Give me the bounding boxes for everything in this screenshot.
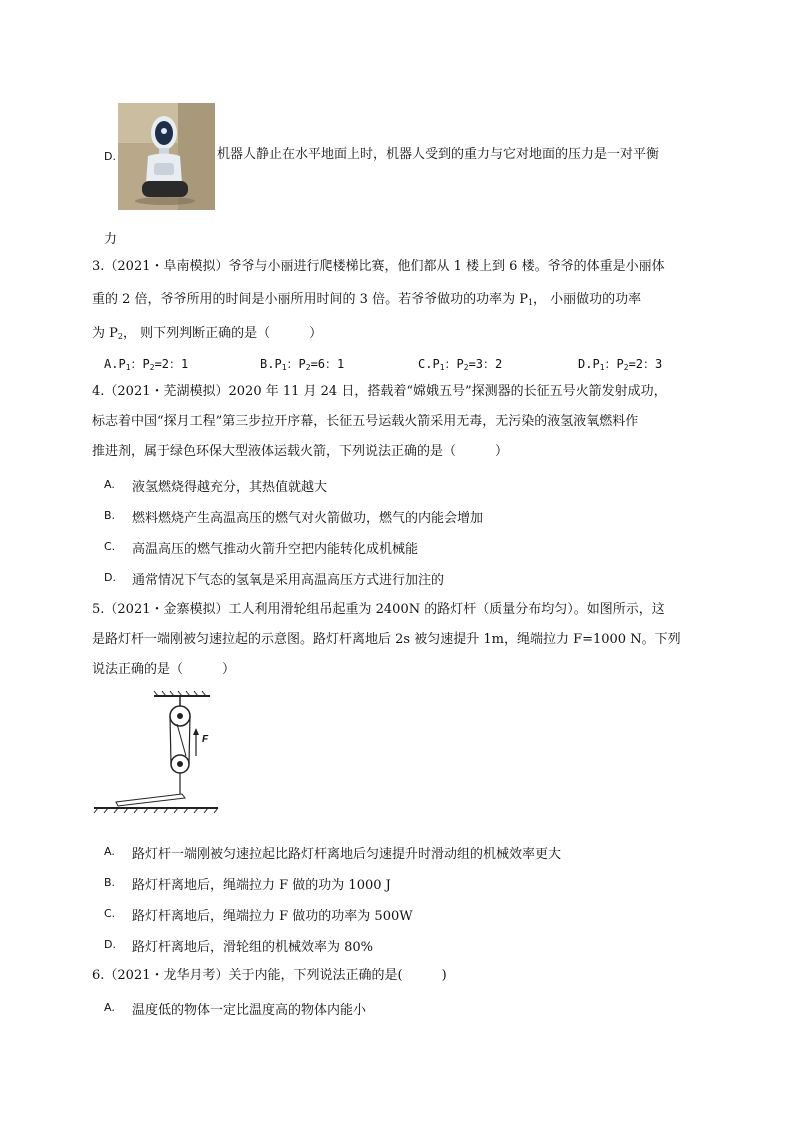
q5-line2: 是路灯杆一端刚被匀速拉起的示意图。路灯杆离地后 2s 被匀速提升 1m，绳端拉力 F=1000 N。下列 [92,632,681,647]
q4-option-a-letter: A. [104,478,115,491]
question-4 [92,378,712,466]
q5-option-d-letter: D. [104,938,116,951]
question-6 [92,962,712,990]
q4-line2: 标志着中国“探月工程”第三步拉开序幕，长征五号运载火箭采用无毒，无污染的液氢液氧燃料作 [92,414,639,429]
q3-option-a: $A.P_1$：$P_2=2$：1 [104,357,189,372]
q3-line-3 [92,320,712,351]
q3-line2-sub: 1 [527,298,534,307]
q6-option-a-letter: A. [104,1001,115,1014]
q5-option-c-text: 路灯杆离地后，绳端拉力 F 做功的功率为 500W [132,909,413,924]
q2-option-d-text-cont: 力 [104,232,118,247]
q3-number: 3. [92,259,105,274]
q3-option-b: $B.P_1$：$P_2=6$：1 [260,357,345,372]
q5-number: 5. [92,602,105,617]
q3-source: （2021・阜南模拟） [104,259,229,274]
q6-option-a-text: 温度低的物体一定比温度高的物体内能小 [132,1003,367,1018]
q6-line1: 关于内能，下列说法正确的是( ) [228,968,447,983]
q3-option-c: $C.P_1$：$P_2=3$：2 [418,357,503,372]
q5-option-a-text: 路灯杆一端刚被匀速拉起比路灯杆离地后匀速提升时滑动组的机械效率更大 [132,847,562,862]
q4-line1: 2020 年 11 月 24 日，搭载着“嫦娥五号”探测器的长征五号火箭发射成功， [228,384,667,399]
q6-source: （2021・龙华月考） [104,968,229,983]
q4-line3: 推进剂，属于绿色环保大型液体运载火箭，下列说法正确的是（ ） [92,444,509,459]
q4-option-c-text: 高温高压的燃气推动火箭升空把内能转化成机械能 [132,542,419,557]
question-3 [92,253,712,351]
q4-option-d-letter: D. [104,571,116,584]
q5-option-a-letter: A. [104,845,115,858]
q4-number: 4. [92,384,105,399]
figure-force-label: F [202,734,209,745]
question-5 [92,596,712,684]
q5-option-b-letter: B. [104,876,116,889]
q4-option-c-letter: C. [104,540,116,553]
pulley-figure [92,690,222,816]
q5-option-b-text: 路灯杆离地后，绳端拉力 F 做的功为 1000 J [132,878,391,893]
robot-photo [118,103,215,210]
q3-line-2 [92,286,712,317]
q3-option-d: $D.P_1$：$P_2=2$：3 [578,357,663,372]
q2-option-d-letter: D. [104,150,116,163]
q6-number: 6. [92,968,105,983]
q5-line1: 工人利用滑轮组吊起重为 2400N 的路灯杆（质量分布均匀）。如图所示，这 [228,602,665,617]
q5-option-d-text: 路灯杆离地后，滑轮组的机械效率为 80% [132,940,374,955]
q3-line3-tail: ， 则下列判断正确的是（ ） [122,326,323,341]
q3-line3-pre: 为 P [92,326,118,341]
q3-line3-sub: 2 [117,332,123,341]
q3-line1: 爷爷与小丽进行爬楼梯比赛，他们都从 1 楼上到 6 楼。爷爷的体重是小丽体 [228,259,665,274]
q3-line-1 [92,253,712,281]
q4-option-b-text: 燃料燃烧产生高温高压的燃气对火箭做功，燃气的内能会增加 [132,511,484,526]
q4-option-b-letter: B. [104,509,116,522]
q2-option-d-text: 机器人静止在水平地面上时，机器人受到的重力与它对地面的压力是一对平衡 [217,147,660,162]
q4-option-d-text: 通常情况下气态的氢氧是采用高温高压方式进行加注的 [132,573,445,588]
q3-line2-tail: ， 小丽做功的功率 [533,292,642,307]
q4-option-a-text: 液氢燃烧得越充分，其热值就越大 [132,480,328,495]
q5-line3: 说法正确的是（ ） [92,662,236,677]
q3-line2: 重的 2 倍，爷爷所用的时间是小丽所用时间的 3 倍。若爷爷做功的功率为 P [92,292,528,307]
q4-source: （2021・芜湖模拟） [104,384,229,399]
q5-source: （2021・金寨模拟） [104,602,229,617]
q5-option-c-letter: C. [104,907,116,920]
